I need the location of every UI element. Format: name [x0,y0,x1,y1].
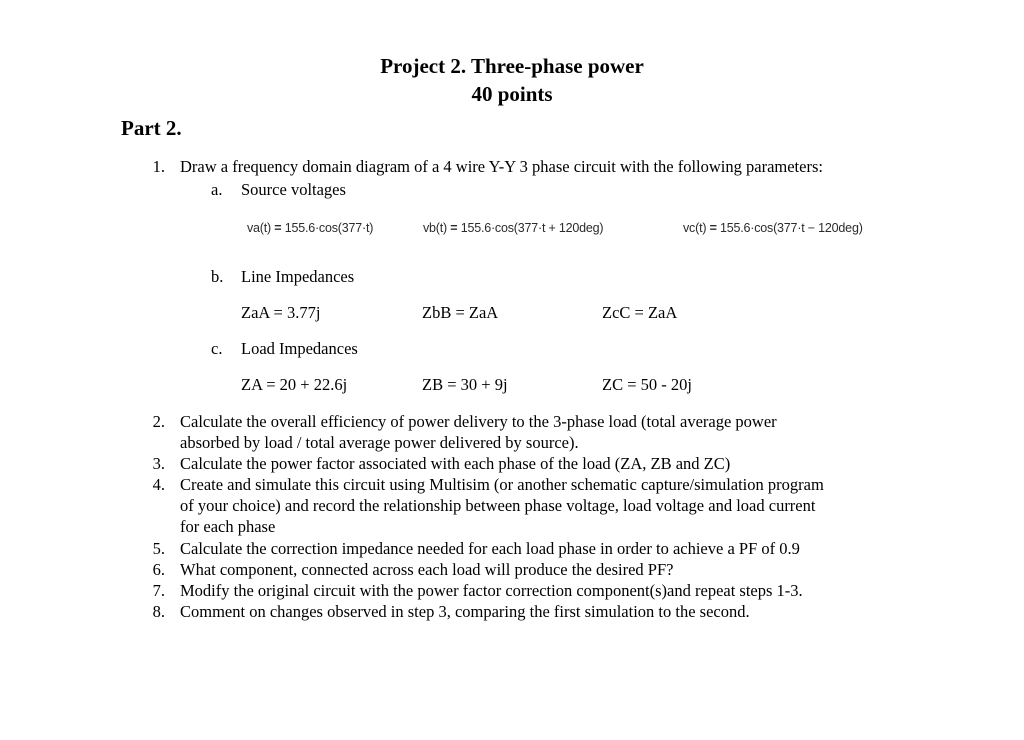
item-text-line-1: Modify the original circuit with the power factor correction component(s)and repeat steps 1-3. [180,581,803,600]
va-rhs: 155.6·cos(377·t) [284,221,374,235]
item-text-line-2: absorbed by load / total average power delivered by source). [180,433,579,452]
item-number: 3. [152,454,165,473]
item-text-line-1: Calculate the overall efficiency of power delivery to the 3-phase load (total average power [180,412,777,431]
item-text-line-3: for each phase [180,517,276,536]
item-number: 8. [152,602,165,621]
item-text-line-1: Comment on changes observed in step 3, comparing the first simulation to the second. [180,602,750,621]
zaa-value: ZaA = 3.77j [241,303,321,322]
item-number: 7. [152,581,165,600]
vc-rhs: 155.6·cos(377·t − 120deg) [719,221,863,235]
vc-lhs: vc(t) [683,221,707,235]
va-lhs: va(t) [247,221,272,235]
item-text-line-1: Create and simulate this circuit using Multisim (or another schematic capture/simulation program [180,475,824,494]
equation-vb [423,220,603,236]
item-number: 1. [152,157,165,176]
points-subtitle: 40 points [471,82,553,106]
item-text-line-1: What component, connected across each load will produce the desired PF? [180,560,674,579]
item-number: 5. [152,539,165,558]
load-impedances-label: Load Impedances [241,339,358,358]
va-equals: = [274,221,282,235]
page-title: Project 2. Three-phase power [380,54,644,78]
item-number: 2. [152,412,165,431]
equation-va [247,220,373,236]
item-number: 6. [152,560,165,579]
zcc-value: ZcC = ZaA [602,303,678,322]
vb-equals: = [450,221,458,235]
equation-vc [683,220,863,236]
line-impedances-label: Line Impedances [241,267,355,286]
item-text-line-1: Calculate the power factor associated with each phase of the load (ZA, ZB and ZC) [180,454,731,473]
zbb-value: ZbB = ZaA [422,303,499,322]
part-heading: Part 2. [121,116,182,140]
vb-lhs: vb(t) [423,221,448,235]
source-voltages-label: Source voltages [241,180,346,199]
item-text-line-1: Calculate the correction impedance needed for each load phase in order to achieve a PF of 0.9 [180,539,800,558]
vc-equals: = [709,221,717,235]
item-text-line-2: of your choice) and record the relationship between phase voltage, load voltage and load current [180,496,816,515]
item-text: Draw a frequency domain diagram of a 4 wire Y-Y 3 phase circuit with the following parameters: [180,157,823,176]
za-value: ZA = 20 + 22.6j [241,375,348,394]
sub-item-letter-c: c. [211,339,223,358]
vb-rhs: 155.6·cos(377·t + 120deg) [460,221,604,235]
zc-value: ZC = 50 - 20j [602,375,692,394]
item-number: 4. [152,475,165,494]
sub-item-letter-b: b. [211,267,224,286]
zb-value: ZB = 30 + 9j [422,375,508,394]
sub-item-letter-a: a. [211,180,223,199]
